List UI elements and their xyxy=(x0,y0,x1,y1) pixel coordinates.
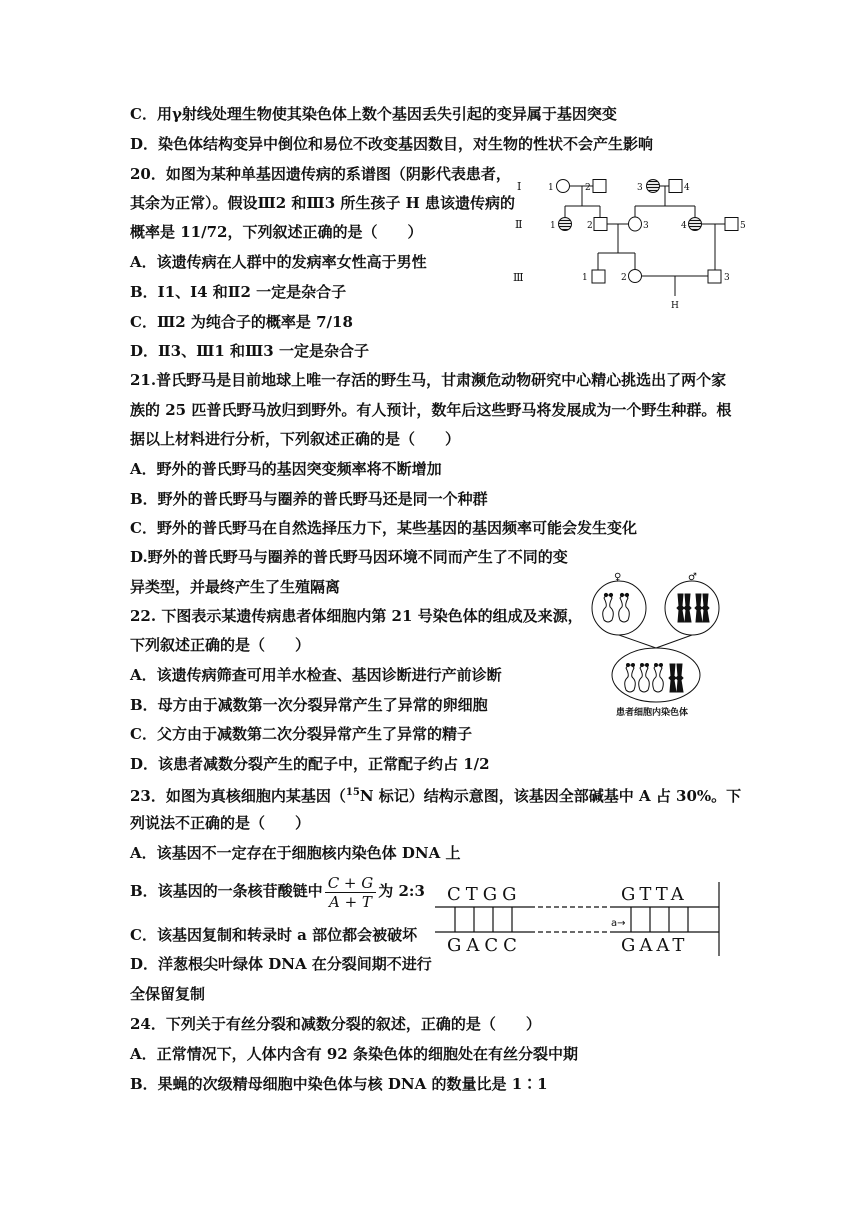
q22-option-c: C．父方由于减数第二次分裂异常产生了异常的精子 xyxy=(130,725,472,743)
I1-female xyxy=(557,180,570,193)
q20-stem-2: 其余为正常）。假设Ⅲ2 和Ⅲ3 所生孩子 H 患该遗传病的 xyxy=(130,194,515,212)
dna-structure-figure xyxy=(435,880,725,958)
II5-male xyxy=(725,218,738,231)
III2-number: 2 xyxy=(621,273,627,283)
q23-option-b: B．该基因的一条核苷酸链中 $\frac{C + G}{A + T}$ 为 2:3 xyxy=(130,873,425,911)
II2-number: 2 xyxy=(587,221,593,231)
generation-label-3: Ⅲ xyxy=(513,271,524,284)
I4-male xyxy=(669,180,682,193)
II5-number: 5 xyxy=(740,221,746,231)
q22-stem-2: 下列叙述正确的是（ ） xyxy=(130,636,311,654)
III3-number: 3 xyxy=(724,273,730,283)
q21-option-a: A．野外的普氏野马的基因突变频率将不断增加 xyxy=(130,460,442,478)
generation-label-1: Ⅰ xyxy=(517,180,522,193)
q21-option-c: C．野外的普氏野马在自然选择压力下，某些基因的基因频率可能会发生变化 xyxy=(130,519,637,537)
q19-option-c: C．用γ射线处理生物使其染色体上数个基因丢失引起的变异属于基因突变 xyxy=(130,105,617,123)
q22-option-d: D．该患者减数分裂产生的配子中，正常配子约占 1/2 xyxy=(130,755,490,773)
I3-affected-female xyxy=(647,180,660,193)
q21-option-b: B．野外的普氏野马与圈养的普氏野马还是同一个种群 xyxy=(130,490,488,508)
q20-option-a: A．该遗传病在人群中的发病率女性高于男性 xyxy=(130,253,427,271)
q20-stem-3: 概率是 11/72，下列叙述正确的是（ ） xyxy=(130,223,423,241)
I2-male xyxy=(593,180,606,193)
bottom-strand-left: GACC xyxy=(447,935,522,956)
I1-number: 1 xyxy=(548,183,554,193)
female-symbol: ♀ xyxy=(614,572,622,583)
I4-number: 4 xyxy=(684,183,690,193)
bottom-strand-right: GAAT xyxy=(621,935,689,956)
child-H-label: H xyxy=(671,301,679,311)
II4-affected-female xyxy=(689,218,702,231)
I2-number: 2 xyxy=(585,183,591,193)
q22-option-a: A．该遗传病筛查可用羊水检查、基因诊断进行产前诊断 xyxy=(130,666,502,684)
q21-stem-1: 21.普氏野马是目前地球上唯一存活的野生马，甘肃濒危动物研究中心精心挑选出了两个家 xyxy=(130,371,727,389)
top-strand-left: CTGG xyxy=(447,884,522,905)
paternal-cell xyxy=(665,581,719,635)
site-a-marker: a→ xyxy=(611,918,626,929)
q23-option-c: C．该基因复制和转录时 a 部位都会被破坏 xyxy=(130,926,418,944)
q22-stem-1: 22. 下图表示某遗传病患者体细胞内第 21 号染色体的组成及来源， xyxy=(130,607,583,625)
q21-stem-2: 族的 25 匹普氏野马放归到野外。有人预计，数年后这些野马将发展成为一个野生种群。根 xyxy=(130,401,732,419)
q23-stem-2: 列说法不正确的是（ ） xyxy=(130,814,311,832)
fraction: $\frac{C + G}{A + T}$ xyxy=(325,874,377,911)
top-strand-right: GTTA xyxy=(621,884,688,905)
III1-number: 1 xyxy=(582,273,588,283)
q24-stem: 24．下列关于有丝分裂和减数分裂的叙述，正确的是（ ） xyxy=(130,1015,541,1033)
q23-stem-1: 23．如图为真核细胞内某基因（$^{15}$N 标记）结构示意图，该基因全部碱基中 A 占 30%。下 xyxy=(130,787,742,805)
III1-male xyxy=(592,270,605,283)
q21-stem-3: 据以上材料进行分析，下列叙述正确的是（ ） xyxy=(130,430,461,448)
q22-option-b: B．母方由于减数第一次分裂异常产生了异常的卵细胞 xyxy=(130,696,488,714)
figure-caption: 患者细胞内染色体 xyxy=(616,708,689,717)
q20-option-b: B．Ⅰ1、Ⅰ4 和Ⅱ2 一定是杂合子 xyxy=(130,283,347,301)
q20-option-d: D．Ⅱ3、Ⅲ1 和Ⅲ3 一定是杂合子 xyxy=(130,342,369,360)
II2-male xyxy=(594,218,607,231)
q21-option-d-2: 异类型，并最终产生了生殖隔离 xyxy=(130,578,341,596)
I3-number: 3 xyxy=(637,183,643,193)
pedigree-chart xyxy=(505,168,760,313)
II3-number: 3 xyxy=(643,221,649,231)
maternal-cell xyxy=(592,581,646,635)
male-symbol: ♂ xyxy=(688,572,697,583)
q24-option-b: B．果蝇的次级精母细胞中染色体与核 DNA 的数量比是 1∶1 xyxy=(130,1075,548,1093)
chromosome-figure xyxy=(590,572,740,717)
q24-option-a: A．正常情况下，人体内含有 92 条染色体的细胞处在有丝分裂中期 xyxy=(130,1045,578,1063)
III3-male xyxy=(708,270,721,283)
q20-stem-1: 20．如图为某种单基因遗传病的系谱图（阴影代表患者， xyxy=(130,165,511,183)
III2-female xyxy=(629,270,642,283)
q19-option-d: D．染色体结构变异中倒位和易位不改变基因数目，对生物的性状不会产生影响 xyxy=(130,135,654,153)
q23-option-a: A．该基因不一定存在于细胞核内染色体 DNA 上 xyxy=(130,844,461,862)
generation-label-2: Ⅱ xyxy=(515,218,523,231)
q21-option-d-1: D.野外的普氏野马与圈养的普氏野马因环境不同而产生了不同的变 xyxy=(130,548,568,566)
q20-option-c: C．Ⅲ2 为纯合子的概率是 7/18 xyxy=(130,313,353,331)
II3-female xyxy=(629,217,642,231)
II1-affected-female xyxy=(559,218,572,231)
q23-option-d-1: D．洋葱根尖叶绿体 DNA 在分裂间期不进行 xyxy=(130,955,432,973)
II4-number: 4 xyxy=(681,221,687,231)
q23-option-d-2: 全保留复制 xyxy=(130,985,206,1003)
II1-number: 1 xyxy=(550,221,556,231)
